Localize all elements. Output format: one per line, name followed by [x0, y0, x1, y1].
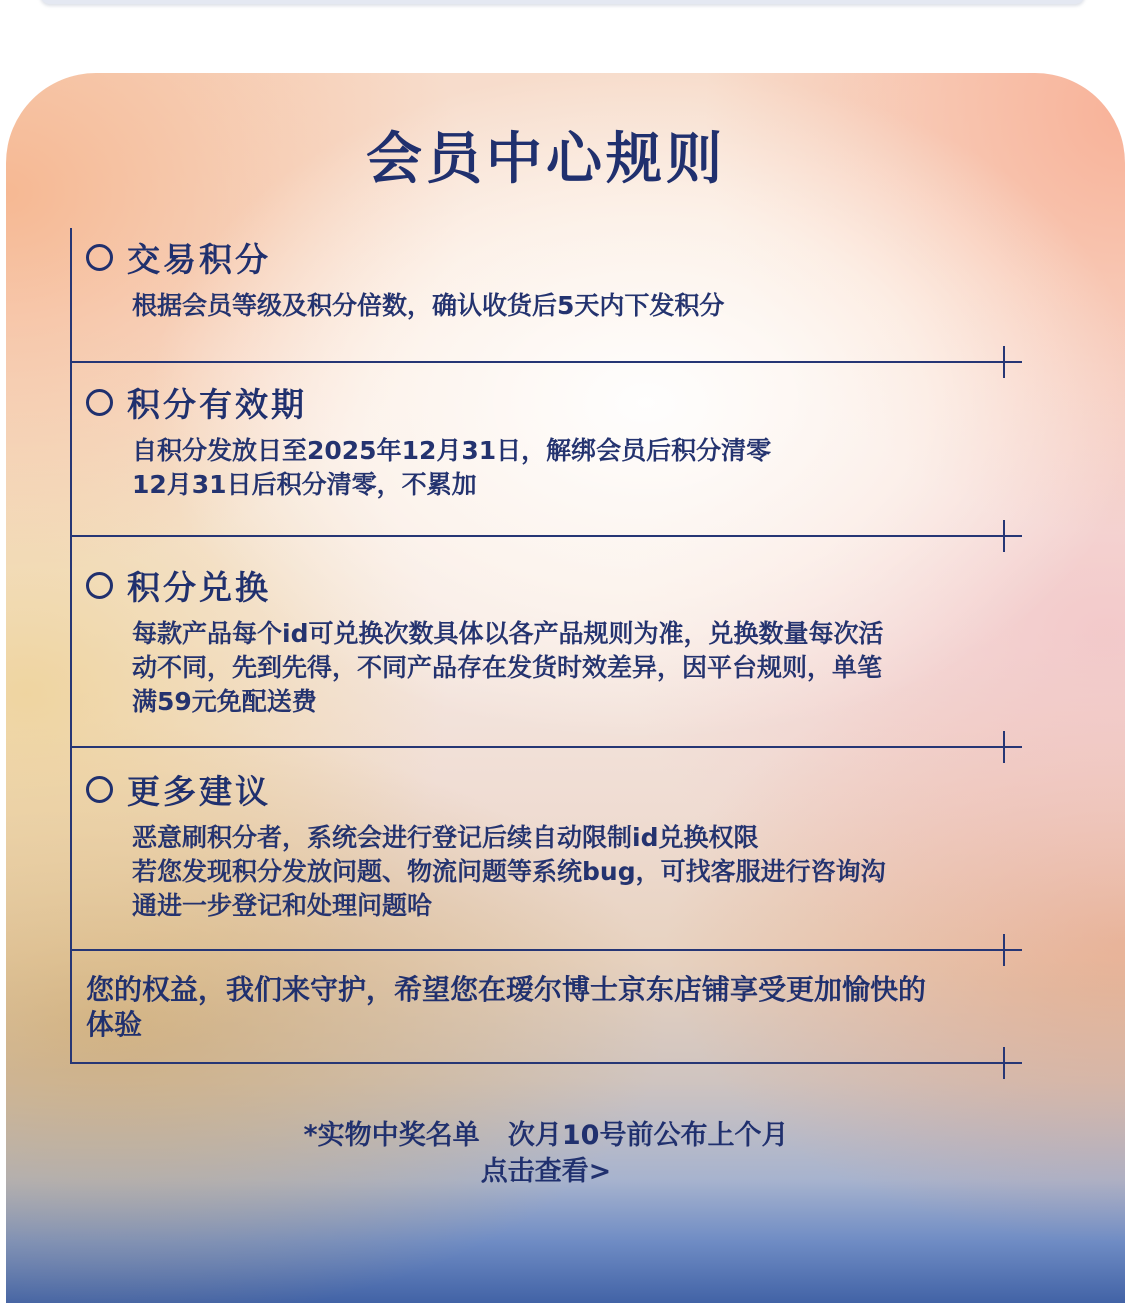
section-line: 12月31日后积分清零，不累加 [132, 470, 477, 499]
section-body [132, 821, 986, 923]
section-body [132, 434, 986, 502]
page-title: 会员中心规则 [366, 127, 726, 192]
closing-message [86, 972, 1006, 1042]
rules-list [70, 228, 1022, 1064]
divider-line [72, 535, 1022, 537]
section-title: 积分有效期 [127, 384, 307, 424]
circle-icon [86, 572, 113, 599]
section-line: 通进一步登记和处理问题哈 [132, 891, 433, 920]
circle-icon [86, 389, 113, 416]
section-title: 积分兑换 [127, 567, 271, 607]
divider-tick [1003, 934, 1005, 966]
section-line: 动不同，先到先得，不同产品存在发货时效差异，因平台规则，单笔 [132, 653, 883, 682]
divider-tick [1003, 520, 1005, 552]
section-more-suggestions [86, 765, 986, 923]
view-link[interactable]: 点击查看> [480, 1156, 612, 1187]
section-line: 满59元免配送费 [132, 687, 317, 716]
divider-line [72, 1062, 1022, 1064]
footer [6, 1118, 1086, 1190]
section-trade-points [86, 233, 986, 323]
winner-list-notice: *实物中奖名单 次月10号前公布上个月 [303, 1120, 789, 1151]
closing-line: 您的权益，我们来守护，希望您在瑷尔博士京东店铺享受更加愉快的 [86, 973, 927, 1006]
divider-line [72, 949, 1022, 951]
section-body [132, 289, 986, 323]
section-title: 交易积分 [127, 239, 271, 279]
section-line: 若您发现积分发放问题、物流问题等系统bug，可找客服进行咨询沟 [132, 857, 886, 886]
circle-icon [86, 244, 113, 271]
section-line: 恶意刷积分者，系统会进行登记后续自动限制id兑换权限 [132, 823, 759, 852]
section-title: 更多建议 [127, 771, 271, 811]
section-points-exchange [86, 561, 986, 719]
section-points-validity [86, 378, 986, 502]
section-line: 根据会员等级及积分倍数，确认收货后5天内下发积分 [132, 291, 725, 320]
divider-tick [1003, 346, 1005, 378]
section-body [132, 617, 986, 719]
closing-line: 体验 [86, 1008, 143, 1041]
divider-line [72, 361, 1022, 363]
divider-tick [1003, 731, 1005, 763]
top-strip-decoration [40, 0, 1085, 4]
divider-tick [1003, 1047, 1005, 1079]
section-line: 自积分发放日至2025年12月31日，解绑会员后积分清零 [132, 436, 772, 465]
rules-card [6, 73, 1125, 1303]
circle-icon [86, 776, 113, 803]
divider-line [72, 746, 1022, 748]
section-line: 每款产品每个id可兑换次数具体以各产品规则为准，兑换数量每次活 [132, 619, 884, 648]
